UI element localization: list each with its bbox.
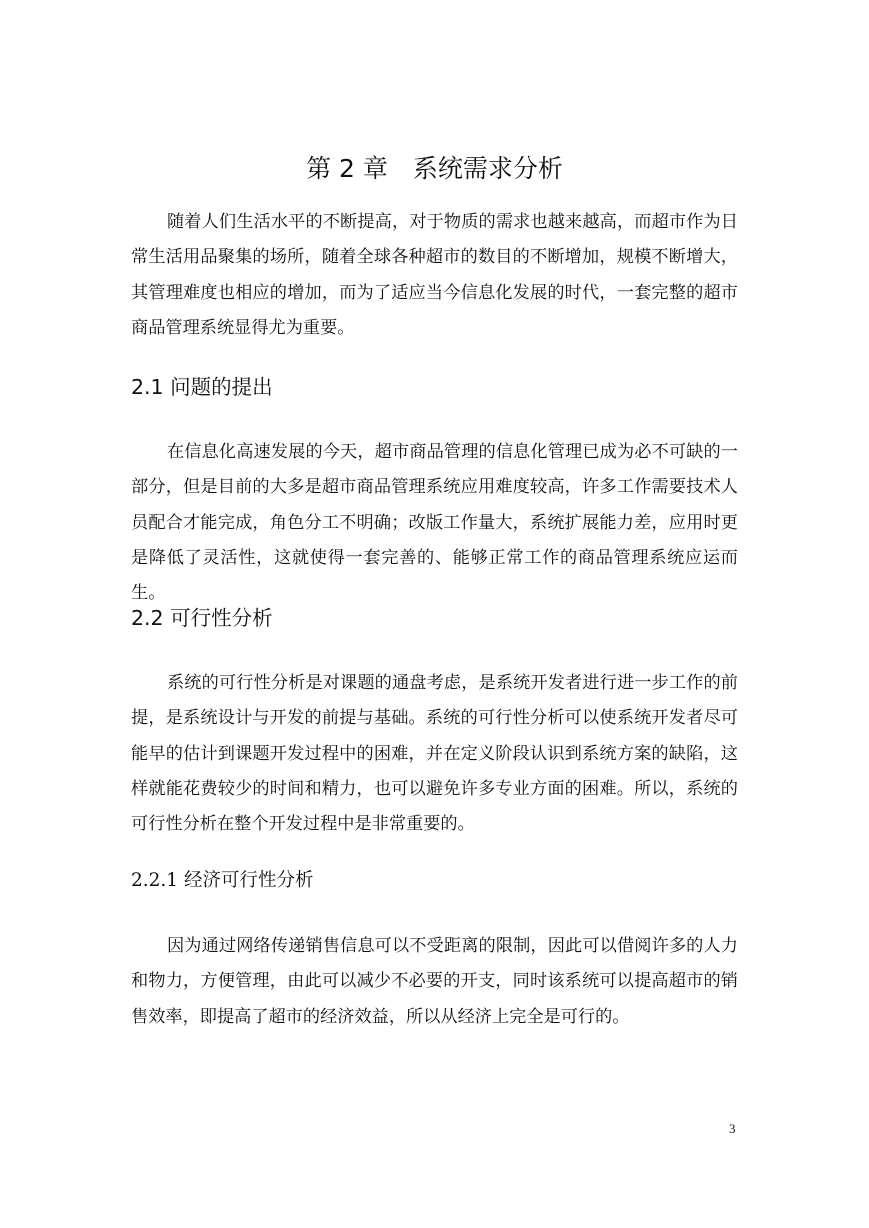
chapter-title: 第 2 章 系统需求分析 (306, 154, 563, 183)
section-2-2-1-paragraph: 因为通过网络传递销售信息可以不受距离的限制，因此可以借阅许多的人力和物力，方便管理，由此可以减少不必要的开支，同时该系统可以提高超市的销售效率，即提高了超市的经济效益，所以从经济上完全是可行的。 (131, 936, 738, 1027)
section-heading-2-2: 2.2 可行性分析 (131, 606, 273, 630)
section-2-1-paragraph: 在信息化高速发展的今天，超市商品管理的信息化管理已成为必不可缺的一部分，但是目前的大多是超市商品管理系统应用难度较高，许多工作需要技术人员配合才能完成，角色分工不明确；改版工作量大，系统扩展能力差，应用时更是降低了灵活性，这就使得一套完善的、能够正常工作的商品管理系统应运而生。 (131, 442, 738, 604)
intro-paragraph: 随着人们生活水平的不断提高，对于物质的需求也越来越高，而超市作为日常生活用品聚集的场所，随着全球各种超市的数目的不断增加，规模不断增大，其管理难度也相应的增加，而为了适应当今信息化发展的时代，一套完整的超市商品管理系统显得尤为重要。 (131, 212, 738, 338)
page-number: 3 (729, 1121, 736, 1136)
section-heading-2-2-1: 2.2.1 经济可行性分析 (131, 870, 314, 891)
section-heading-2-1: 2.1 问题的提出 (131, 375, 273, 399)
section-2-2-paragraph: 系统的可行性分析是对课题的通盘考虑，是系统开发者进行进一步工作的前提，是系统设计与开发的前提与基础。系统的可行性分析可以使系统开发者尽可能早的估计到课题开发过程中的困难，并在定义阶段认识到系统方案的缺陷，这样就能花费较少的时间和精力，也可以避免许多专业方面的困难。所以，系统的可行性分析在整个开发过程中是非常重要的。 (131, 673, 738, 835)
